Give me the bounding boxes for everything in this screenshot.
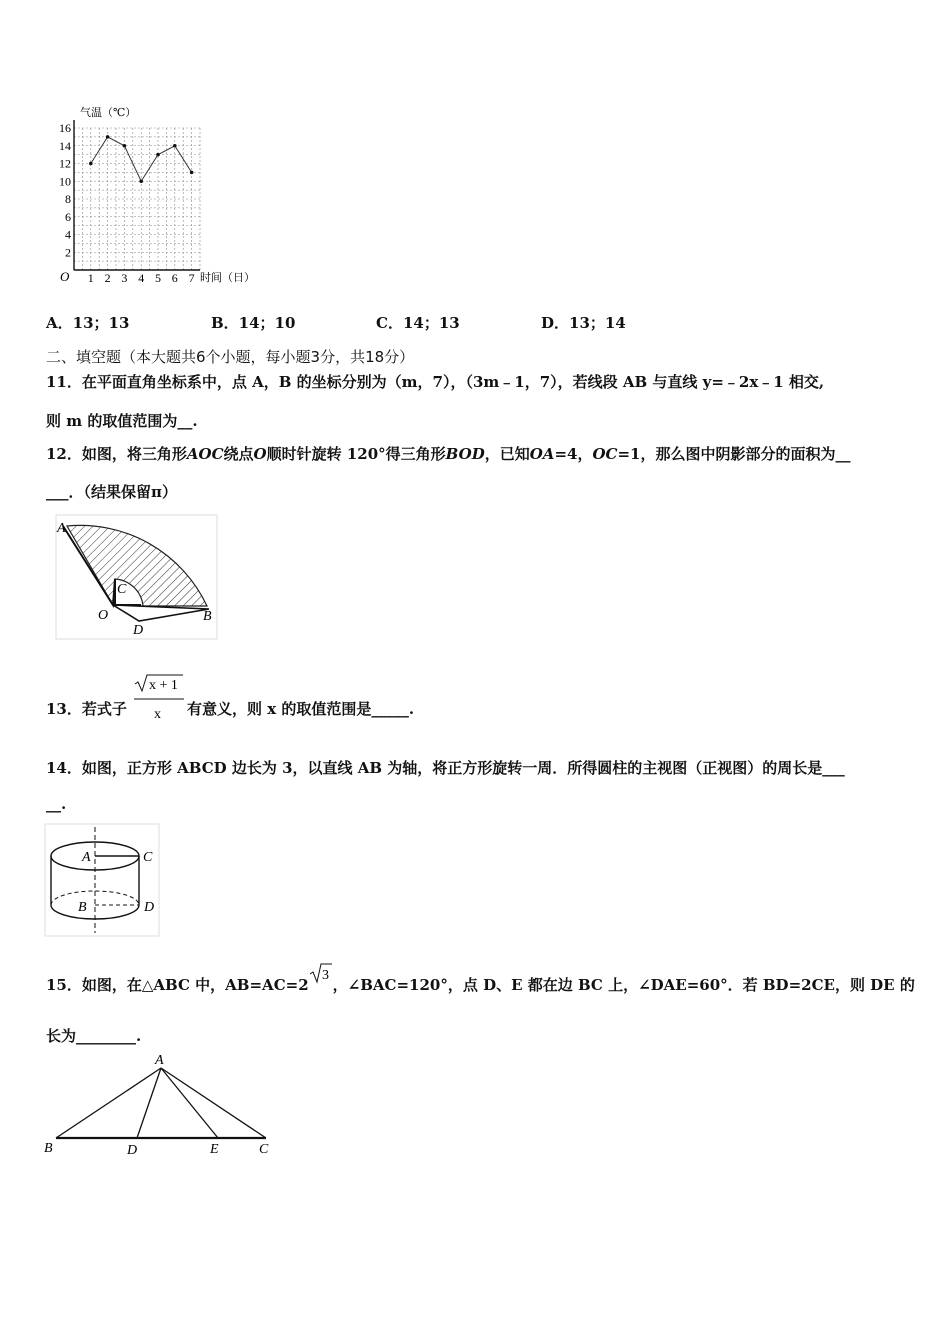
- q15-figure: [40, 1050, 280, 1165]
- q12-label-b: B: [203, 609, 212, 624]
- q15-segment-ad: [137, 1068, 161, 1138]
- option-c: C．14；13: [376, 314, 460, 332]
- q14-label-b: B: [78, 900, 87, 915]
- q15-label-e: E: [210, 1142, 219, 1157]
- x-tick-label: 1: [87, 271, 94, 285]
- q14-line1: 14．如图，正方形 ABCD 边长为 3，以直线 AB 为轴，将正方形旋转一周．所得圆柱的主视图（正视图）的周长是___: [46, 759, 845, 777]
- y-tick-label: 2: [65, 245, 71, 260]
- x-tick-label: 6: [171, 271, 178, 285]
- y-tick-label: 12: [59, 156, 71, 171]
- q14-figure: [44, 823, 162, 938]
- q13-suffix: 有意义，则 x 的取值范围是_____.: [187, 700, 415, 718]
- x-tick-label: 7: [188, 271, 195, 285]
- data-point: [173, 144, 177, 148]
- q12-label-o: O: [98, 608, 109, 623]
- q11-line2: 则 m 的取值范围为__.: [46, 412, 198, 430]
- q15-segment-ae: [161, 1068, 218, 1138]
- x-tick-label: 3: [121, 271, 128, 285]
- data-point: [139, 179, 143, 183]
- chart-ylabel: 气温（℃）: [80, 107, 137, 119]
- y-tick-label: 6: [65, 209, 71, 224]
- q12-line1: [46, 443, 850, 464]
- q14-line2: __.: [46, 795, 67, 813]
- option-b: B．14；10: [211, 314, 296, 332]
- q15-suffix: ，∠BAC=120°，点 D、E 都在边 BC 上，∠DAE=60°．若 BD=2CE，则 DE 的: [332, 976, 915, 994]
- q15-line1: [46, 968, 915, 995]
- x-tick-label: 5: [155, 271, 161, 285]
- q12-mid1: 绕点: [223, 445, 254, 463]
- data-point: [156, 153, 160, 157]
- q13-fraction-svg: [133, 672, 185, 724]
- q12-oc: OC: [592, 445, 618, 463]
- y-tick-label: 10: [59, 174, 71, 189]
- chart-axes: [74, 120, 200, 270]
- q15-side-ac: [161, 1068, 266, 1138]
- q13-numerator: x + 1: [149, 678, 178, 693]
- chart-grid: [74, 128, 200, 270]
- series-line: [91, 137, 192, 181]
- q12-label-c: C: [117, 582, 127, 597]
- q12-mid4: =4，: [554, 445, 593, 463]
- q12-figure: [55, 513, 220, 643]
- option-a: A．13；13: [46, 314, 130, 332]
- q14-label-d: D: [144, 900, 155, 915]
- q15-line2: 长为________.: [46, 1027, 142, 1045]
- section-title: 二、填空题（本大题共6个小题，每小题3分，共18分）: [46, 348, 415, 366]
- q12-triangle-bod: [113, 605, 209, 621]
- y-tick-label: 16: [59, 121, 71, 135]
- data-point: [89, 162, 93, 166]
- temperature-line-chart: [40, 100, 280, 290]
- data-point: [123, 144, 127, 148]
- q14-label-c: C: [143, 850, 153, 865]
- q15-label-b: B: [44, 1141, 53, 1156]
- chart-origin: O: [60, 269, 70, 284]
- x-tick-label: 4: [138, 271, 145, 285]
- data-point: [190, 171, 194, 175]
- q13-denominator: x: [154, 707, 161, 722]
- q12-label-d: D: [133, 623, 144, 638]
- q12-bod: BOD: [445, 445, 485, 463]
- y-tick-label: 8: [65, 192, 71, 206]
- data-point: [106, 135, 110, 139]
- q12-prefix: 12．如图，将三角形: [46, 445, 187, 463]
- q15-sqrt-svg: [309, 962, 333, 984]
- q12-o: O: [253, 445, 267, 463]
- q15-label-a: A: [155, 1053, 164, 1068]
- option-d: D．13；14: [541, 314, 626, 332]
- q13-fraction: [133, 672, 185, 728]
- chart-xlabel: 时间（日）: [200, 272, 255, 284]
- q13-prefix: 13．若式子: [46, 700, 127, 718]
- q15-prefix: 15．如图，在△ABC 中，AB=AC=2: [46, 976, 309, 994]
- q15-radical: 3: [321, 968, 329, 983]
- chart-series: [89, 135, 193, 183]
- q11-line1: 11．在平面直角坐标系中，点 A，B 的坐标分别为（m，7），（3m﹣1，7），若线段 AB 与直线 y=﹣2x﹣1 相交,: [46, 373, 825, 391]
- q12-label-a: A: [57, 521, 66, 536]
- q12-mid3: ，已知: [484, 445, 530, 463]
- y-tick-label: 14: [59, 138, 71, 153]
- y-tick-label: 4: [65, 227, 71, 242]
- q14-label-a: A: [82, 850, 91, 865]
- q15-side-ab: [56, 1068, 161, 1138]
- q15-sqrt: [309, 968, 333, 992]
- q12-mid5: =1，那么图中阴影部分的面积为__: [617, 445, 851, 463]
- q15-label-d: D: [127, 1143, 138, 1158]
- q12-mid2: 顺时针旋转 120°得三角形: [266, 445, 446, 463]
- q15-label-c: C: [259, 1142, 269, 1157]
- q12-line2: ___．（结果保留π）: [46, 483, 177, 501]
- q12-oa: OA: [529, 445, 555, 463]
- x-tick-label: 2: [104, 271, 111, 285]
- q12-aoc: AOC: [186, 445, 224, 463]
